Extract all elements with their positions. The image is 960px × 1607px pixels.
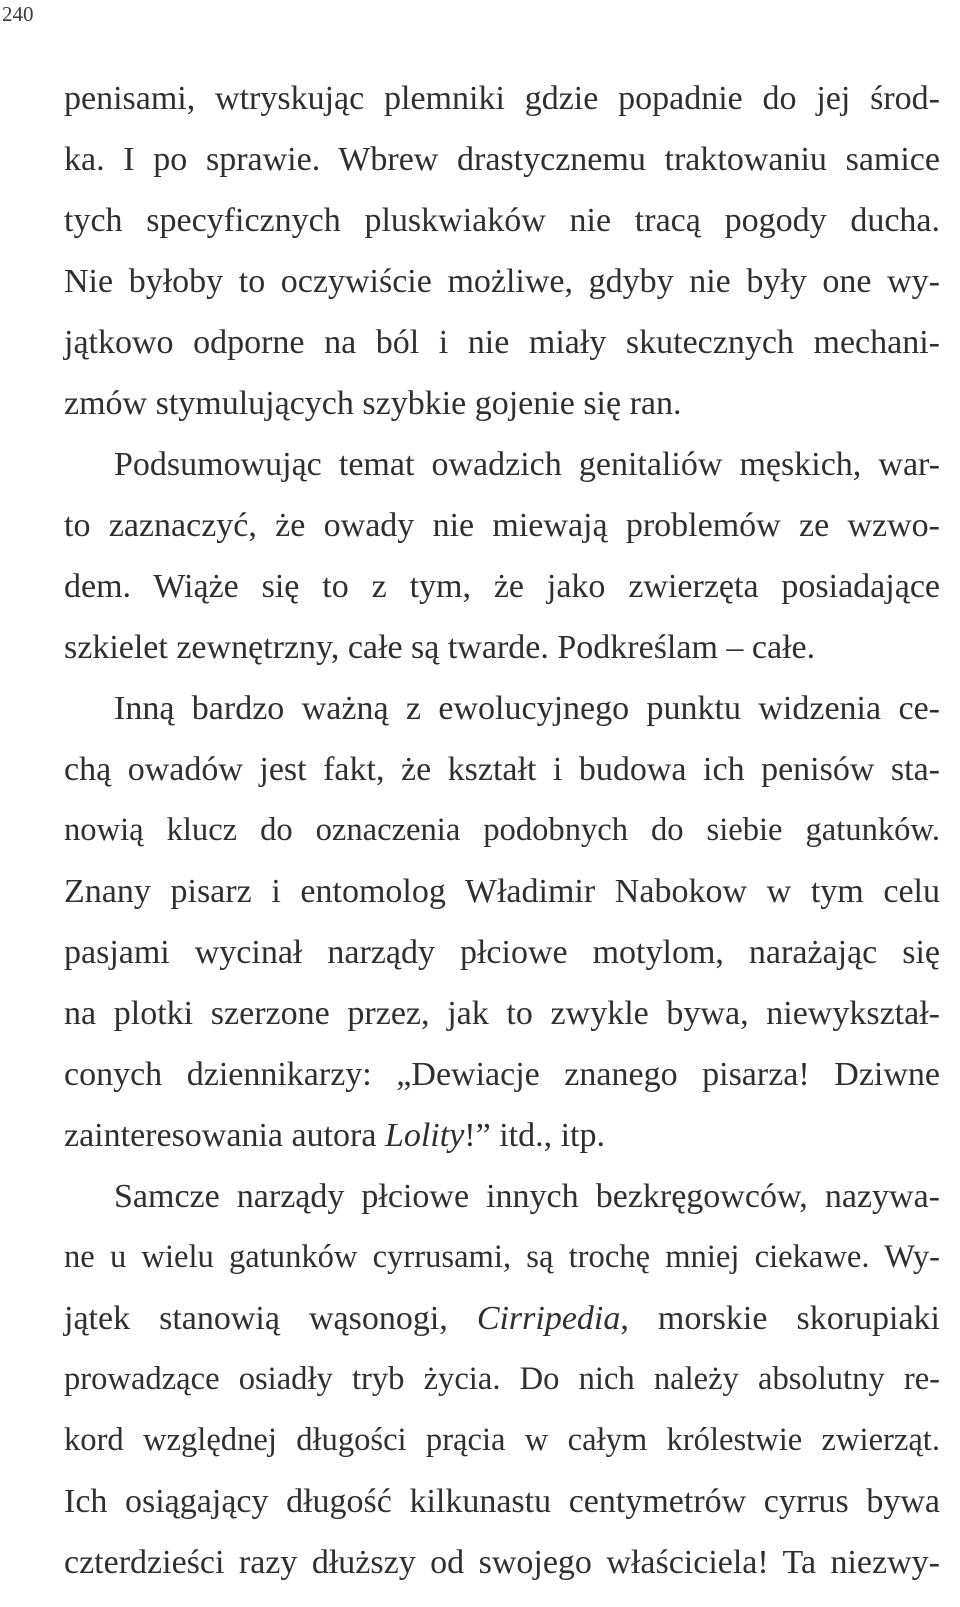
text-line: Nie byłoby to oczywiście możliwe, gdyby nie były one wy- xyxy=(64,263,940,300)
text-line: Samcze narządy płciowe innych bezkręgowców, nazywa- xyxy=(114,1178,940,1215)
text-line xyxy=(64,1105,940,1166)
text-line: penisami, wtryskując plemniki gdzie popadnie do jej środ- xyxy=(64,80,940,117)
text-line: zmów stymulujących szybkie gojenie się ran. xyxy=(64,385,682,422)
text-line: Podsumowując temat owadzich genitaliów męskich, war- xyxy=(114,446,940,483)
text-line: szkielet zewnętrzny, całe są twarde. Podkreślam – całe. xyxy=(64,629,816,666)
text-line: ka. I po sprawie. Wbrew drastycznemu traktowaniu samice xyxy=(64,141,940,178)
text-line: tych specyficznych pluskwiaków nie tracą pogody ducha. xyxy=(64,202,940,239)
text-line: chą owadów jest fakt, że kształt i budowa ich penisów sta- xyxy=(64,751,940,788)
text-line: czterdzieści razy dłuższy od swojego właściciela! Ta niezwy- xyxy=(64,1544,940,1581)
text-line: nowią klucz do oznaczenia podobnych do siebie gatunków. xyxy=(64,812,940,848)
text-segment: , morskie skorupiaki xyxy=(620,1300,940,1337)
text-segment: !” itd., itp. xyxy=(464,1117,605,1154)
text-line xyxy=(64,1288,940,1349)
page-number: 240 xyxy=(2,2,34,26)
text-line: to zaznaczyć, że owady nie miewają problemów ze wzwo- xyxy=(64,507,940,544)
text-segment: zainteresowania autora xyxy=(64,1117,385,1154)
text-line: Ich osiągający długość kilkunastu centymetrów cyrrus bywa xyxy=(64,1483,940,1520)
text-line: conych dziennikarzy: „Dewiacje znanego pisarza! Dziwne xyxy=(64,1056,940,1093)
text-line: Znany pisarz i entomolog Władimir Nabokow w tym celu xyxy=(64,873,940,910)
text-body xyxy=(64,68,940,1593)
text-line: na plotki szerzone przez, jak to zwykle bywa, niewykształ- xyxy=(64,995,940,1032)
text-line: jątkowo odporne na ból i nie miały skutecznych mechani- xyxy=(64,324,940,361)
text-segment: jątek stanowią wąsonogi, xyxy=(64,1300,477,1337)
book-title: Lolity xyxy=(384,1117,465,1154)
text-line: ne u wielu gatunków cyrrusami, są trochę mniej ciekawe. Wy- xyxy=(64,1239,940,1275)
text-line: kord względnej długości prącia w całym królestwie zwierząt. xyxy=(64,1422,940,1458)
text-line: prowadzące osiadły tryb życia. Do nich należy absolutny re- xyxy=(64,1361,940,1397)
text-line: dem. Wiąże się to z tym, że jako zwierzęta posiadające xyxy=(64,568,940,605)
text-line: pasjami wycinał narządy płciowe motylom, narażając się xyxy=(64,934,940,971)
latin-name: Cirripedia xyxy=(476,1300,621,1337)
text-line: Inną bardzo ważną z ewolucyjnego punktu widzenia ce- xyxy=(114,690,940,727)
